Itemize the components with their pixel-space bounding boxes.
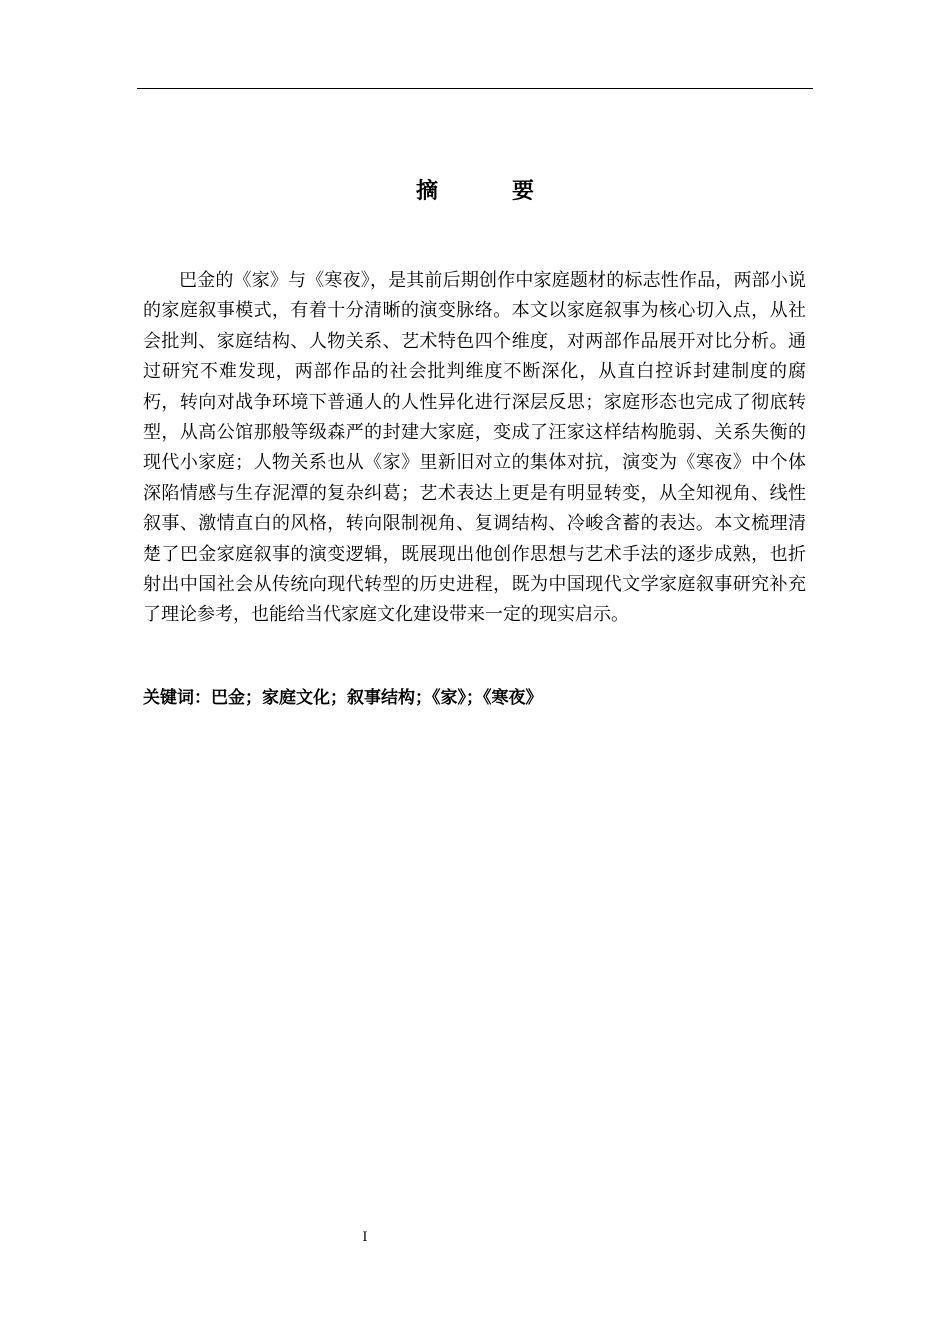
abstract-body: 巴金的《家》与《寒夜》，是其前后期创作中家庭题材的标志性作品，两部小说的家庭叙事模式，有着十分清晰的演变脉络。本文以家庭叙事为核心切入点，从社会批判、家庭结构、人物关系、艺术特色四个维度，对两部作品展开对比分析。通过研究不难发现，两部作品的社会批判维度不断深化，从直白控诉封建制度的腐朽，转向对战争环境下普通人的人性异化进行深层反思；家庭形态也完成了彻底转型，从高公馆那般等级森严的封建大家庭，变成了汪家这样结构脆弱、关系失衡的现代小家庭；人物关系也从《家》里新旧对立的集体对抗，演变为《寒夜》中个体深陷情感与生存泥潭的复杂纠葛；艺术表达上更是有明显转变，从全知视角、线性叙事、激情直白的风格，转向限制视角、复调结构、冷峻含蓄的表达。本文梳理清楚了巴金家庭叙事的演变逻辑，既展现出他创作思想与艺术手法的逐步成熟，也折射出中国社会从传统向现代转型的历史进程，既为中国现代文学家庭叙事研究补充了理论参考，也能给当代家庭文化建设带来一定的现实启示。: [143, 270, 806, 626]
keywords-line: 关键词：巴金；家庭文化；叙事结构；《家》；《寒夜》: [143, 688, 543, 708]
page-title: 摘 要: [415, 179, 560, 204]
page-number: I: [362, 1230, 368, 1245]
header-rule: [137, 88, 813, 89]
